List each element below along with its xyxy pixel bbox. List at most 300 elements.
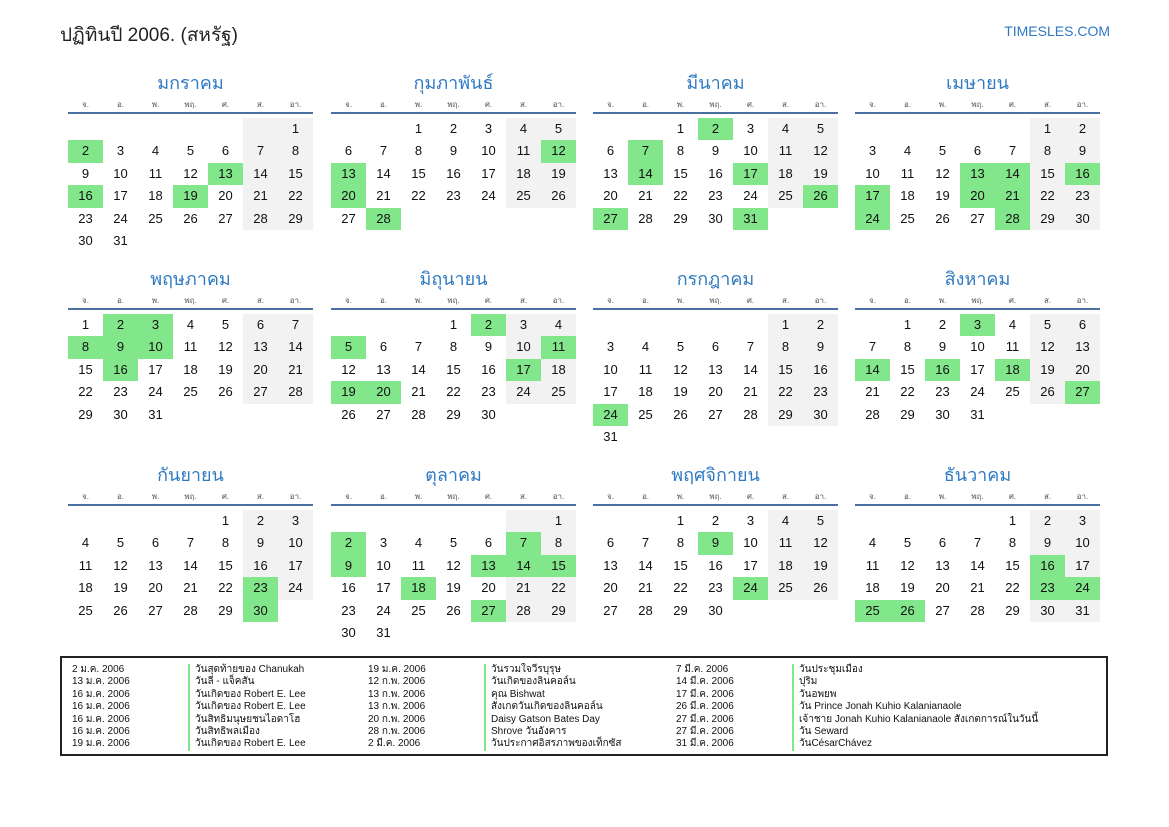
day-cell[interactable]: 15: [218, 557, 233, 573]
day-cell[interactable]: 3: [868, 143, 877, 159]
holiday-day-cell[interactable]: 24: [593, 404, 628, 426]
day-cell[interactable]: 4: [541, 314, 576, 336]
day-cell[interactable]: 4: [151, 143, 160, 159]
day-cell[interactable]: 6: [711, 339, 720, 355]
holiday-day-cell[interactable]: 31: [733, 208, 768, 230]
day-cell[interactable]: 27: [243, 381, 278, 403]
day-cell[interactable]: 6: [151, 535, 160, 551]
day-cell[interactable]: 10: [376, 557, 391, 573]
holiday-day-cell[interactable]: 13: [208, 163, 243, 185]
day-cell[interactable]: 14: [243, 163, 278, 185]
holiday-day-cell[interactable]: 18: [995, 359, 1030, 381]
day-cell[interactable]: 5: [449, 535, 458, 551]
day-cell[interactable]: 27: [148, 602, 163, 618]
day-cell[interactable]: 24: [970, 384, 985, 400]
day-cell[interactable]: 7: [641, 535, 650, 551]
day-cell[interactable]: 10: [865, 165, 880, 181]
day-cell[interactable]: 27: [341, 210, 356, 226]
holiday-day-cell[interactable]: 13: [331, 163, 366, 185]
day-cell[interactable]: 4: [868, 535, 877, 551]
holiday-day-cell[interactable]: 19: [331, 381, 366, 403]
day-cell[interactable]: 24: [376, 602, 391, 618]
day-cell[interactable]: 25: [900, 210, 915, 226]
day-cell[interactable]: 24: [481, 188, 496, 204]
day-cell[interactable]: 3: [606, 339, 615, 355]
day-cell[interactable]: 30: [708, 210, 723, 226]
day-cell[interactable]: 21: [865, 384, 880, 400]
day-cell[interactable]: 9: [243, 532, 278, 554]
day-cell[interactable]: 14: [183, 557, 198, 573]
day-cell[interactable]: 18: [900, 188, 915, 204]
day-cell[interactable]: 15: [673, 557, 688, 573]
holiday-day-cell[interactable]: 8: [68, 336, 103, 358]
day-cell[interactable]: 3: [746, 513, 755, 528]
holiday-day-cell[interactable]: 27: [1065, 381, 1100, 403]
day-cell[interactable]: 22: [673, 580, 688, 596]
day-cell[interactable]: 17: [113, 188, 128, 204]
day-cell[interactable]: 2: [938, 317, 947, 332]
day-cell[interactable]: 27: [603, 602, 618, 618]
day-cell[interactable]: 29: [446, 406, 461, 422]
day-cell[interactable]: 4: [641, 339, 650, 355]
day-cell[interactable]: 15: [446, 361, 461, 377]
holiday-day-cell[interactable]: 24: [855, 208, 890, 230]
day-cell[interactable]: 22: [1030, 185, 1065, 207]
day-cell[interactable]: 5: [803, 118, 838, 140]
day-cell[interactable]: 6: [606, 143, 615, 159]
day-cell[interactable]: 15: [1030, 163, 1065, 185]
day-cell[interactable]: 15: [673, 165, 688, 181]
day-cell[interactable]: 12: [935, 165, 950, 181]
day-cell[interactable]: 25: [541, 381, 576, 403]
day-cell[interactable]: 28: [243, 208, 278, 230]
day-cell[interactable]: 12: [803, 140, 838, 162]
day-cell[interactable]: 23: [708, 580, 723, 596]
day-cell[interactable]: 6: [243, 314, 278, 336]
day-cell[interactable]: 29: [541, 600, 576, 622]
day-cell[interactable]: 22: [78, 384, 93, 400]
day-cell[interactable]: 30: [1065, 208, 1100, 230]
holiday-day-cell[interactable]: 2: [698, 118, 733, 140]
day-cell[interactable]: 23: [935, 384, 950, 400]
day-cell[interactable]: 18: [183, 361, 198, 377]
site-brand-link[interactable]: TIMESLES.COM: [1004, 23, 1110, 39]
day-cell[interactable]: 11: [638, 361, 653, 377]
day-cell[interactable]: 17: [376, 580, 391, 596]
holiday-day-cell[interactable]: 16: [925, 359, 960, 381]
holiday-day-cell[interactable]: 27: [593, 208, 628, 230]
day-cell[interactable]: 19: [803, 555, 838, 577]
holiday-day-cell[interactable]: 17: [506, 359, 541, 381]
day-cell[interactable]: 25: [148, 210, 163, 226]
day-cell[interactable]: 2: [1030, 510, 1065, 532]
holiday-day-cell[interactable]: 2: [471, 314, 506, 336]
day-cell[interactable]: 23: [708, 188, 723, 204]
day-cell[interactable]: 5: [938, 143, 947, 159]
day-cell[interactable]: 30: [708, 602, 723, 618]
holiday-day-cell[interactable]: 15: [541, 555, 576, 577]
day-cell[interactable]: 11: [768, 532, 803, 554]
holiday-day-cell[interactable]: 20: [331, 185, 366, 207]
day-cell[interactable]: 12: [446, 557, 461, 573]
day-cell[interactable]: 26: [113, 602, 128, 618]
day-cell[interactable]: 6: [221, 143, 230, 159]
day-cell[interactable]: 10: [743, 535, 758, 551]
day-cell[interactable]: 7: [1008, 143, 1017, 159]
holiday-day-cell[interactable]: 9: [103, 336, 138, 358]
day-cell[interactable]: 12: [900, 557, 915, 573]
day-cell[interactable]: 10: [278, 532, 313, 554]
day-cell[interactable]: 20: [603, 580, 618, 596]
day-cell[interactable]: 4: [903, 143, 912, 159]
day-cell[interactable]: 21: [638, 188, 653, 204]
holiday-day-cell[interactable]: 12: [541, 140, 576, 162]
day-cell[interactable]: 22: [673, 188, 688, 204]
day-cell[interactable]: 14: [278, 336, 313, 358]
day-cell[interactable]: 17: [970, 361, 985, 377]
day-cell[interactable]: 16: [708, 557, 723, 573]
day-cell[interactable]: 5: [676, 339, 685, 355]
holiday-day-cell[interactable]: 2: [103, 314, 138, 336]
holiday-day-cell[interactable]: 16: [103, 359, 138, 381]
day-cell[interactable]: 12: [341, 361, 356, 377]
day-cell[interactable]: 18: [78, 580, 93, 596]
day-cell[interactable]: 13: [1065, 336, 1100, 358]
day-cell[interactable]: 12: [183, 165, 198, 181]
day-cell[interactable]: 17: [148, 361, 163, 377]
day-cell[interactable]: 22: [446, 384, 461, 400]
day-cell[interactable]: 21: [506, 577, 541, 599]
day-cell[interactable]: 28: [638, 602, 653, 618]
day-cell[interactable]: 7: [414, 339, 423, 355]
day-cell[interactable]: 17: [481, 165, 496, 181]
day-cell[interactable]: 11: [1005, 339, 1020, 355]
day-cell[interactable]: 6: [1065, 314, 1100, 336]
day-cell[interactable]: 8: [221, 535, 230, 551]
day-cell[interactable]: 8: [768, 336, 803, 358]
day-cell[interactable]: 13: [708, 361, 723, 377]
day-cell[interactable]: 23: [341, 602, 356, 618]
day-cell[interactable]: 9: [81, 165, 90, 181]
day-cell[interactable]: 27: [708, 406, 723, 422]
day-cell[interactable]: 1: [221, 513, 230, 528]
day-cell[interactable]: 27: [218, 210, 233, 226]
day-cell[interactable]: 15: [278, 163, 313, 185]
day-cell[interactable]: 26: [935, 210, 950, 226]
day-cell[interactable]: 21: [278, 359, 313, 381]
day-cell[interactable]: 25: [411, 602, 426, 618]
day-cell[interactable]: 2: [243, 510, 278, 532]
day-cell[interactable]: 11: [148, 165, 163, 181]
day-cell[interactable]: 31: [970, 406, 985, 422]
holiday-day-cell[interactable]: 25: [855, 600, 890, 622]
day-cell[interactable]: 30: [935, 406, 950, 422]
holiday-day-cell[interactable]: 11: [541, 336, 576, 358]
day-cell[interactable]: 7: [868, 339, 877, 355]
day-cell[interactable]: 16: [803, 359, 838, 381]
holiday-day-cell[interactable]: 28: [995, 208, 1030, 230]
day-cell[interactable]: 5: [116, 535, 125, 551]
day-cell[interactable]: 13: [148, 557, 163, 573]
day-cell[interactable]: 15: [1005, 557, 1020, 573]
day-cell[interactable]: 16: [446, 165, 461, 181]
day-cell[interactable]: 15: [411, 165, 426, 181]
day-cell[interactable]: 5: [541, 118, 576, 140]
day-cell[interactable]: 19: [1030, 359, 1065, 381]
day-cell[interactable]: 26: [673, 406, 688, 422]
day-cell[interactable]: 3: [484, 121, 493, 136]
day-cell[interactable]: 8: [278, 140, 313, 162]
day-cell[interactable]: 19: [218, 361, 233, 377]
day-cell[interactable]: 17: [603, 384, 618, 400]
day-cell[interactable]: 28: [183, 602, 198, 618]
holiday-day-cell[interactable]: 14: [995, 163, 1030, 185]
day-cell[interactable]: 29: [218, 602, 233, 618]
holiday-day-cell[interactable]: 26: [803, 185, 838, 207]
day-cell[interactable]: 9: [938, 339, 947, 355]
day-cell[interactable]: 7: [278, 314, 313, 336]
holiday-day-cell[interactable]: 26: [890, 600, 925, 622]
day-cell[interactable]: 11: [865, 557, 880, 573]
day-cell[interactable]: 4: [414, 535, 423, 551]
day-cell[interactable]: 16: [341, 580, 356, 596]
day-cell[interactable]: 22: [900, 384, 915, 400]
day-cell[interactable]: 23: [446, 188, 461, 204]
day-cell[interactable]: 31: [603, 428, 618, 444]
day-cell[interactable]: 26: [541, 185, 576, 207]
day-cell[interactable]: 29: [78, 406, 93, 422]
day-cell[interactable]: 19: [803, 163, 838, 185]
day-cell[interactable]: 20: [708, 384, 723, 400]
holiday-day-cell[interactable]: 7: [628, 140, 663, 162]
day-cell[interactable]: 21: [243, 185, 278, 207]
day-cell[interactable]: 8: [449, 339, 458, 355]
day-cell[interactable]: 5: [803, 510, 838, 532]
day-cell[interactable]: 25: [1005, 384, 1020, 400]
day-cell[interactable]: 21: [638, 580, 653, 596]
day-cell[interactable]: 3: [506, 314, 541, 336]
day-cell[interactable]: 18: [768, 555, 803, 577]
day-cell[interactable]: 3: [116, 143, 125, 159]
day-cell[interactable]: 27: [935, 602, 950, 618]
day-cell[interactable]: 20: [243, 359, 278, 381]
day-cell[interactable]: 11: [768, 140, 803, 162]
holiday-day-cell[interactable]: 17: [733, 163, 768, 185]
day-cell[interactable]: 11: [411, 557, 426, 573]
day-cell[interactable]: 26: [803, 577, 838, 599]
day-cell[interactable]: 29: [278, 208, 313, 230]
day-cell[interactable]: 8: [903, 339, 912, 355]
day-cell[interactable]: 13: [376, 361, 391, 377]
holiday-day-cell[interactable]: 9: [331, 555, 366, 577]
day-cell[interactable]: 4: [768, 510, 803, 532]
day-cell[interactable]: 8: [1008, 535, 1017, 551]
day-cell[interactable]: 22: [768, 381, 803, 403]
day-cell[interactable]: 9: [449, 143, 458, 159]
day-cell[interactable]: 20: [148, 580, 163, 596]
day-cell[interactable]: 10: [113, 165, 128, 181]
day-cell[interactable]: 28: [506, 600, 541, 622]
day-cell[interactable]: 10: [481, 143, 496, 159]
holiday-day-cell[interactable]: 17: [855, 185, 890, 207]
day-cell[interactable]: 29: [673, 210, 688, 226]
day-cell[interactable]: 27: [970, 210, 985, 226]
day-cell[interactable]: 12: [673, 361, 688, 377]
day-cell[interactable]: 14: [970, 557, 985, 573]
day-cell[interactable]: 31: [148, 406, 163, 422]
day-cell[interactable]: 20: [218, 188, 233, 204]
day-cell[interactable]: 20: [935, 580, 950, 596]
day-cell[interactable]: 22: [278, 185, 313, 207]
day-cell[interactable]: 2: [449, 121, 458, 136]
holiday-day-cell[interactable]: 23: [243, 577, 278, 599]
holiday-day-cell[interactable]: 2: [331, 532, 366, 554]
day-cell[interactable]: 19: [935, 188, 950, 204]
day-cell[interactable]: 1: [449, 317, 458, 332]
day-cell[interactable]: 10: [1065, 532, 1100, 554]
day-cell[interactable]: 29: [900, 406, 915, 422]
holiday-day-cell[interactable]: 24: [1065, 577, 1100, 599]
day-cell[interactable]: 14: [743, 361, 758, 377]
day-cell[interactable]: 1: [1008, 513, 1017, 528]
day-cell[interactable]: 21: [183, 580, 198, 596]
day-cell[interactable]: 11: [78, 557, 93, 573]
day-cell[interactable]: 16: [481, 361, 496, 377]
day-cell[interactable]: 8: [676, 535, 685, 551]
day-cell[interactable]: 19: [113, 580, 128, 596]
day-cell[interactable]: 12: [218, 339, 233, 355]
day-cell[interactable]: 12: [803, 532, 838, 554]
day-cell[interactable]: 9: [1030, 532, 1065, 554]
day-cell[interactable]: 28: [411, 406, 426, 422]
day-cell[interactable]: 10: [603, 361, 618, 377]
day-cell[interactable]: 7: [746, 339, 755, 355]
day-cell[interactable]: 30: [113, 406, 128, 422]
day-cell[interactable]: 24: [113, 210, 128, 226]
holiday-day-cell[interactable]: 9: [698, 532, 733, 554]
holiday-day-cell[interactable]: 3: [960, 314, 995, 336]
holiday-day-cell[interactable]: 28: [366, 208, 401, 230]
day-cell[interactable]: 18: [768, 163, 803, 185]
day-cell[interactable]: 24: [148, 384, 163, 400]
day-cell[interactable]: 23: [803, 381, 838, 403]
day-cell[interactable]: 28: [743, 406, 758, 422]
day-cell[interactable]: 30: [78, 232, 93, 248]
day-cell[interactable]: 25: [506, 185, 541, 207]
day-cell[interactable]: 23: [481, 384, 496, 400]
day-cell[interactable]: 20: [1065, 359, 1100, 381]
day-cell[interactable]: 14: [411, 361, 426, 377]
day-cell[interactable]: 5: [1030, 314, 1065, 336]
day-cell[interactable]: 30: [341, 624, 356, 640]
day-cell[interactable]: 20: [481, 580, 496, 596]
day-cell[interactable]: 4: [1008, 317, 1017, 332]
day-cell[interactable]: 22: [1005, 580, 1020, 596]
day-cell[interactable]: 22: [218, 580, 233, 596]
day-cell[interactable]: 1: [541, 510, 576, 532]
holiday-day-cell[interactable]: 30: [243, 600, 278, 622]
day-cell[interactable]: 30: [1030, 600, 1065, 622]
day-cell[interactable]: 25: [768, 185, 803, 207]
day-cell[interactable]: 25: [768, 577, 803, 599]
holiday-day-cell[interactable]: 19: [173, 185, 208, 207]
holiday-day-cell[interactable]: 18: [401, 577, 436, 599]
day-cell[interactable]: 6: [938, 535, 947, 551]
day-cell[interactable]: 8: [414, 143, 423, 159]
day-cell[interactable]: 2: [711, 513, 720, 528]
day-cell[interactable]: 6: [484, 535, 493, 551]
day-cell[interactable]: 26: [341, 406, 356, 422]
day-cell[interactable]: 11: [900, 165, 915, 181]
day-cell[interactable]: 3: [746, 121, 755, 136]
day-cell[interactable]: 8: [1030, 140, 1065, 162]
holiday-day-cell[interactable]: 14: [855, 359, 890, 381]
day-cell[interactable]: 5: [903, 535, 912, 551]
day-cell[interactable]: 9: [484, 339, 493, 355]
day-cell[interactable]: 1: [414, 121, 423, 136]
day-cell[interactable]: 7: [186, 535, 195, 551]
day-cell[interactable]: 9: [711, 143, 720, 159]
day-cell[interactable]: 26: [183, 210, 198, 226]
holiday-day-cell[interactable]: 16: [1030, 555, 1065, 577]
holiday-day-cell[interactable]: 16: [1065, 163, 1100, 185]
day-cell[interactable]: 28: [865, 406, 880, 422]
day-cell[interactable]: 26: [446, 602, 461, 618]
day-cell[interactable]: 2: [1065, 118, 1100, 140]
day-cell[interactable]: 30: [803, 404, 838, 426]
day-cell[interactable]: 9: [1065, 140, 1100, 162]
day-cell[interactable]: 31: [376, 624, 391, 640]
day-cell[interactable]: 18: [638, 384, 653, 400]
day-cell[interactable]: 18: [865, 580, 880, 596]
day-cell[interactable]: 5: [221, 317, 230, 332]
day-cell[interactable]: 3: [1065, 510, 1100, 532]
day-cell[interactable]: 2: [803, 314, 838, 336]
day-cell[interactable]: 24: [278, 577, 313, 599]
day-cell[interactable]: 23: [78, 210, 93, 226]
day-cell[interactable]: 4: [768, 118, 803, 140]
day-cell[interactable]: 1: [768, 314, 803, 336]
day-cell[interactable]: 4: [81, 535, 90, 551]
day-cell[interactable]: 29: [1030, 208, 1065, 230]
day-cell[interactable]: 20: [603, 188, 618, 204]
day-cell[interactable]: 21: [376, 188, 391, 204]
day-cell[interactable]: 10: [743, 143, 758, 159]
day-cell[interactable]: 4: [506, 118, 541, 140]
day-cell[interactable]: 3: [278, 510, 313, 532]
day-cell[interactable]: 13: [935, 557, 950, 573]
holiday-day-cell[interactable]: 13: [471, 555, 506, 577]
day-cell[interactable]: 21: [411, 384, 426, 400]
day-cell[interactable]: 23: [1065, 185, 1100, 207]
day-cell[interactable]: 25: [78, 602, 93, 618]
day-cell[interactable]: 11: [506, 140, 541, 162]
day-cell[interactable]: 7: [973, 535, 982, 551]
holiday-day-cell[interactable]: 5: [331, 336, 366, 358]
day-cell[interactable]: 31: [1065, 600, 1100, 622]
day-cell[interactable]: 1: [903, 317, 912, 332]
day-cell[interactable]: 19: [446, 580, 461, 596]
holiday-day-cell[interactable]: 14: [628, 163, 663, 185]
holiday-day-cell[interactable]: 10: [138, 336, 173, 358]
day-cell[interactable]: 19: [541, 163, 576, 185]
day-cell[interactable]: 6: [344, 143, 353, 159]
day-cell[interactable]: 14: [376, 165, 391, 181]
day-cell[interactable]: 13: [603, 165, 618, 181]
day-cell[interactable]: 6: [379, 339, 388, 355]
day-cell[interactable]: 28: [278, 381, 313, 403]
holiday-day-cell[interactable]: 7: [506, 532, 541, 554]
